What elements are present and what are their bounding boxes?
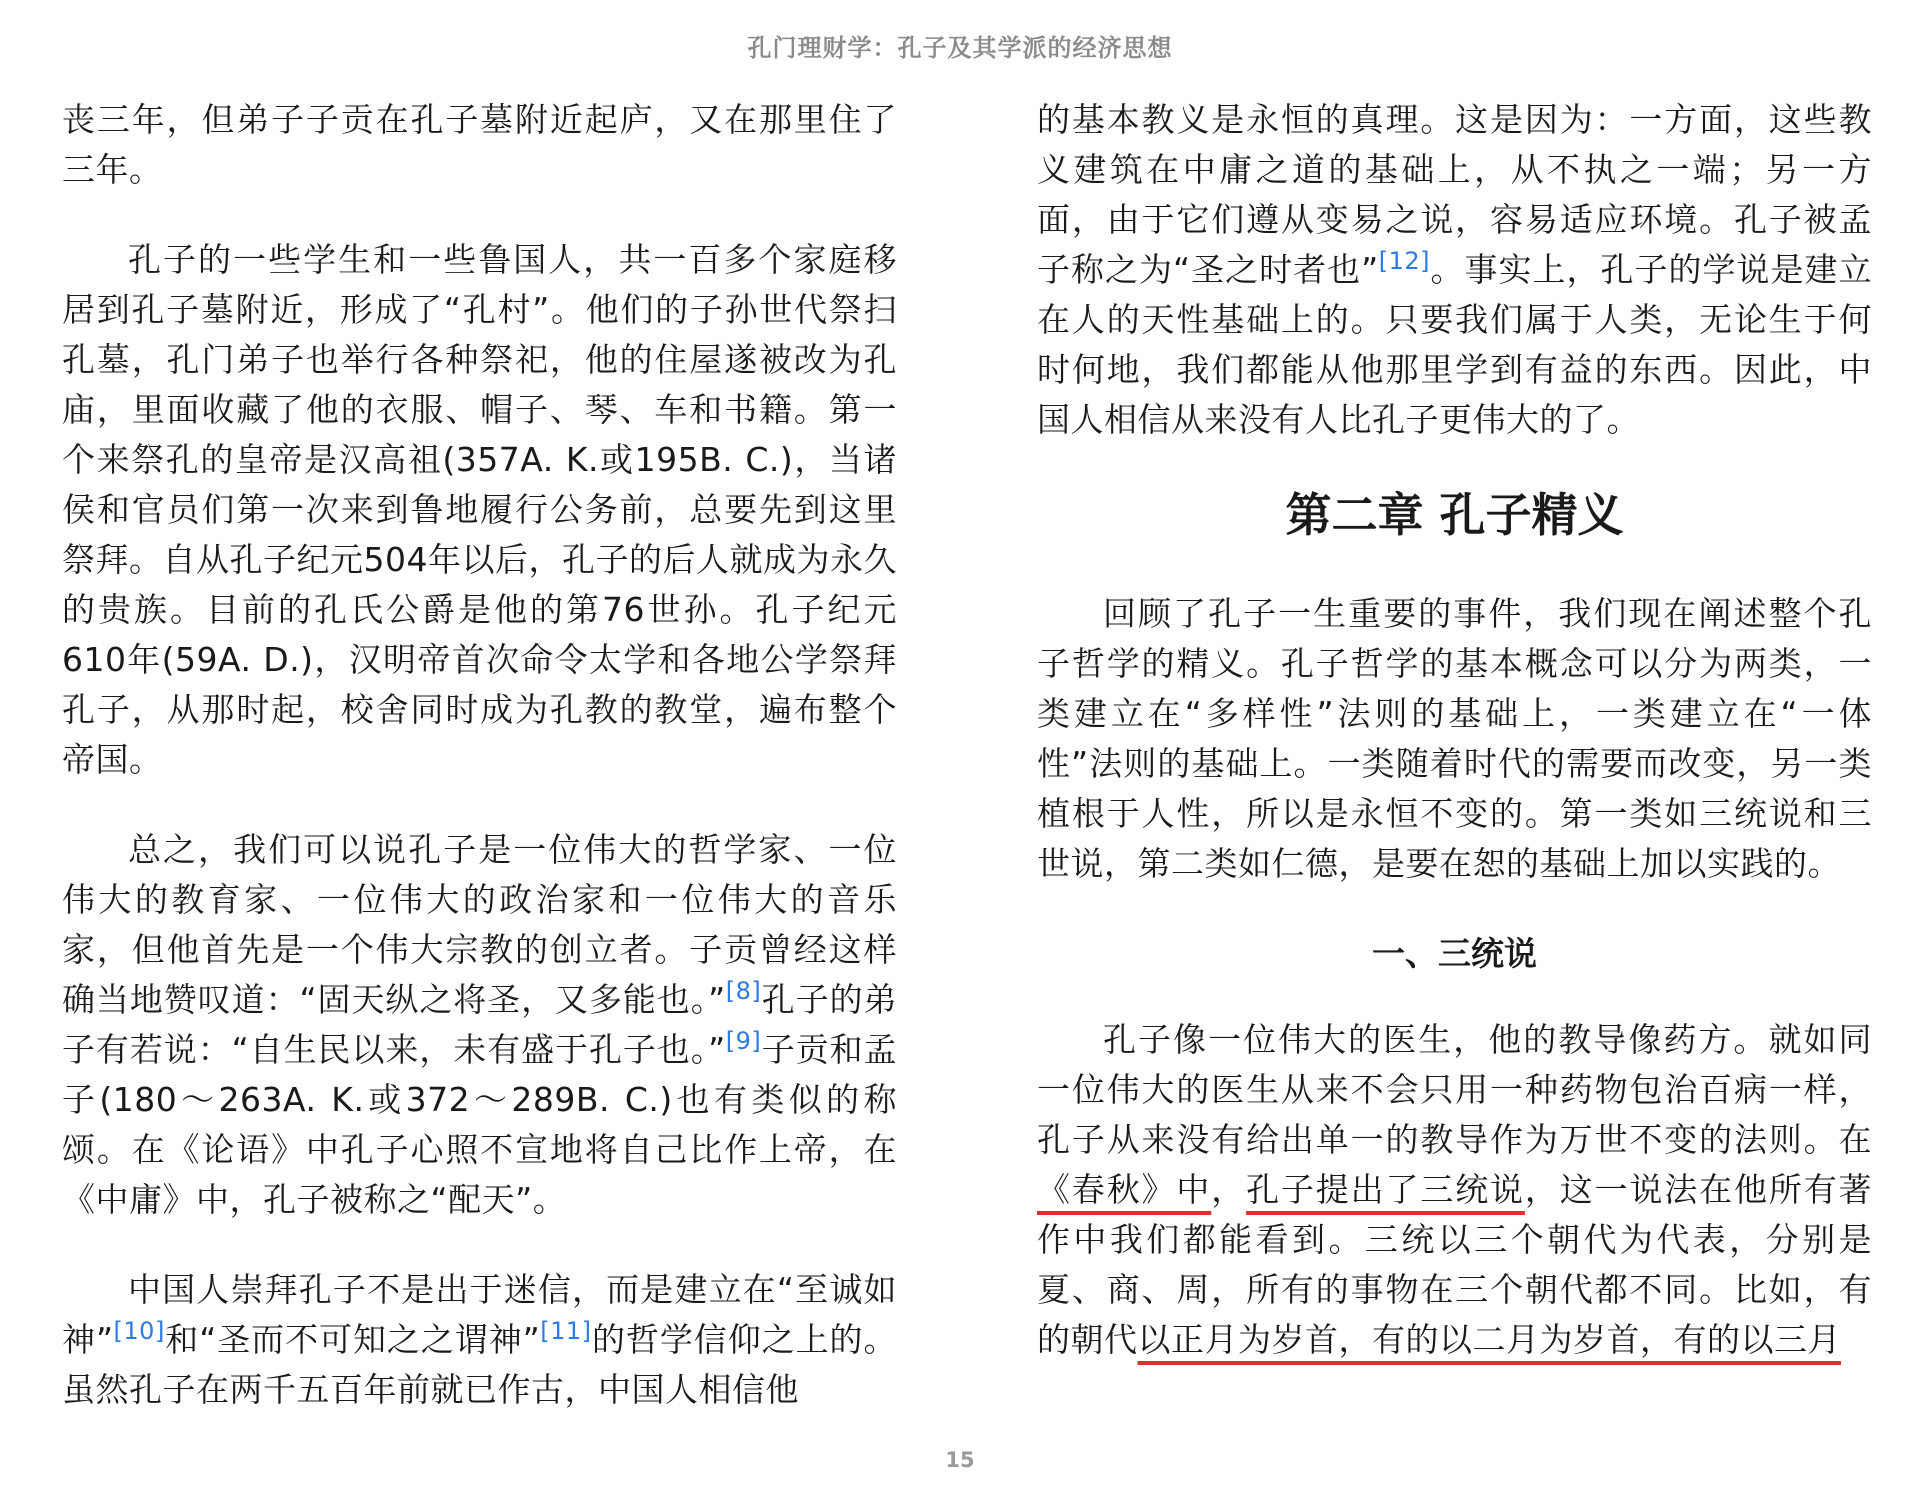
text-span: 子贡和孟子(180～263A. K.或372～289B. C.)也有类似的称颂。在《论语》中孔子心照不宣地将自己比作上帝，在《中庸》中，孔子被称之“配天”。: [62, 1030, 897, 1219]
footnote-link-9[interactable]: [9]: [725, 1027, 762, 1055]
text-span: 。事实上，孔子的学说是建立在人的天性基础上的。只要我们属于人类，无论生于何时何地，我们都能从他那里学到有益的东西。因此，中国人相信从来没有人比孔子更伟大的了。: [1037, 250, 1873, 439]
paragraph-eternal-truth: [1037, 95, 1872, 445]
section-title: 一、三统说: [1372, 934, 1537, 973]
text-span: 的哲学信仰之上的。虽然孔子在两千五百年前就已作古，中国人相信他: [62, 1320, 897, 1409]
chapter-title: 第二章 孔子精义: [1285, 488, 1624, 542]
highlight-underline[interactable]: 《春秋》中: [1037, 1170, 1212, 1209]
page-number: 15: [945, 1448, 975, 1472]
text-span: ，: [1211, 1170, 1247, 1209]
footnote-link-12[interactable]: [12]: [1378, 247, 1430, 275]
footnote-link-8[interactable]: [8]: [725, 977, 762, 1005]
paragraph-kong-village: 孔子的一些学生和一些鲁国人，共一百多个家庭移居到孔子墓附近，形成了“孔村”。他们的子孙世代祭扫孔墓，孔门弟子也举行各种祭祀，他的住屋遂被改为孔庙，里面收藏了他的衣服、帽子、琴、车和书籍。第一个来祭孔的皇帝是汉高祖(357A. K.或195B. C.)，当诸侯和官员们第一次来到鲁地履行公务前，总要先到这里祭拜。自从孔子纪元504年以后，孔子的后人就成为永久的贵族。目前的孔氏公爵是他的第76世孙。孔子纪元610年(59A. D.)，汉明帝首次命令太学和各地公学祭拜孔子，从那时起，校舍同时成为孔教的教堂，遍布整个帝国。: [62, 240, 897, 779]
left-column: [62, 95, 897, 1455]
text-span: 和“圣而不可知之之谓神”: [164, 1320, 541, 1359]
highlight-underline[interactable]: 以正月为岁首，有的以二月为岁首，有的以三月: [1137, 1320, 1841, 1359]
paragraph-continued: 丧三年，但弟子子贡在孔子墓附近起庐，又在那里住了三年。: [62, 100, 897, 189]
text-span: 的基本教义是永恒的真理。这是因为：一方面，这些教义建筑在中庸之道的基础上，从不执之一端；另一方面，由于它们遵从变易之说，容易适应环境。孔子被孟子称之为“圣之时者也”: [1037, 100, 1872, 289]
footnote-link-10[interactable]: [10]: [113, 1317, 165, 1345]
text-span: 孔子的弟子有若说：“自生民以来，未有盛于孔子也。”: [62, 980, 897, 1069]
text-span: 孔子像一位伟大的医生，他的教导像药方。就如同一位伟大的医生从来不会只用一种药物包治百病一样，孔子从来没有给出单一的教导作为万世不变的法则。在: [1037, 1020, 1872, 1159]
text-span: ，这一说法在他所有著作中我们都能看到。三统以三个朝代为代表，分别是夏、商、周，所有的事物在三个朝代都不同。比如，有的朝代: [1037, 1170, 1873, 1359]
paragraph-overview: 回顾了孔子一生重要的事件，我们现在阐述整个孔子哲学的精义。孔子哲学的基本概念可以分为两类，一类建立在“多样性”法则的基础上，一类建立在“一体性”法则的基础上。一类随着时代的需要而改变，另一类植根于人性，所以是永恒不变的。第一类如三统说和三世说，第二类如仁德，是要在恕的基础上加以实践的。: [1037, 594, 1872, 883]
right-column: [1037, 95, 1872, 1405]
running-header: 孔门理财学：孔子及其学派的经济思想: [747, 34, 1173, 62]
highlight-underline[interactable]: 孔子提出了三统说: [1246, 1170, 1525, 1209]
paragraph-praise: [62, 825, 897, 1225]
text-span: 总之，我们可以说孔子是一位伟大的哲学家、一位伟大的教育家、一位伟大的政治家和一位伟大的音乐家，但他首先是一个伟大宗教的创立者。子贡曾经这样确当地赞叹道：“固天纵之将圣，又多能也。”: [62, 830, 897, 1019]
footnote-link-11[interactable]: [11]: [540, 1317, 592, 1345]
text-span: 中国人崇拜孔子不是出于迷信，而是建立在“至诚如神”: [62, 1270, 897, 1359]
paragraph-three-systems: [1037, 1015, 1872, 1365]
paragraph-belief: [62, 1265, 897, 1415]
